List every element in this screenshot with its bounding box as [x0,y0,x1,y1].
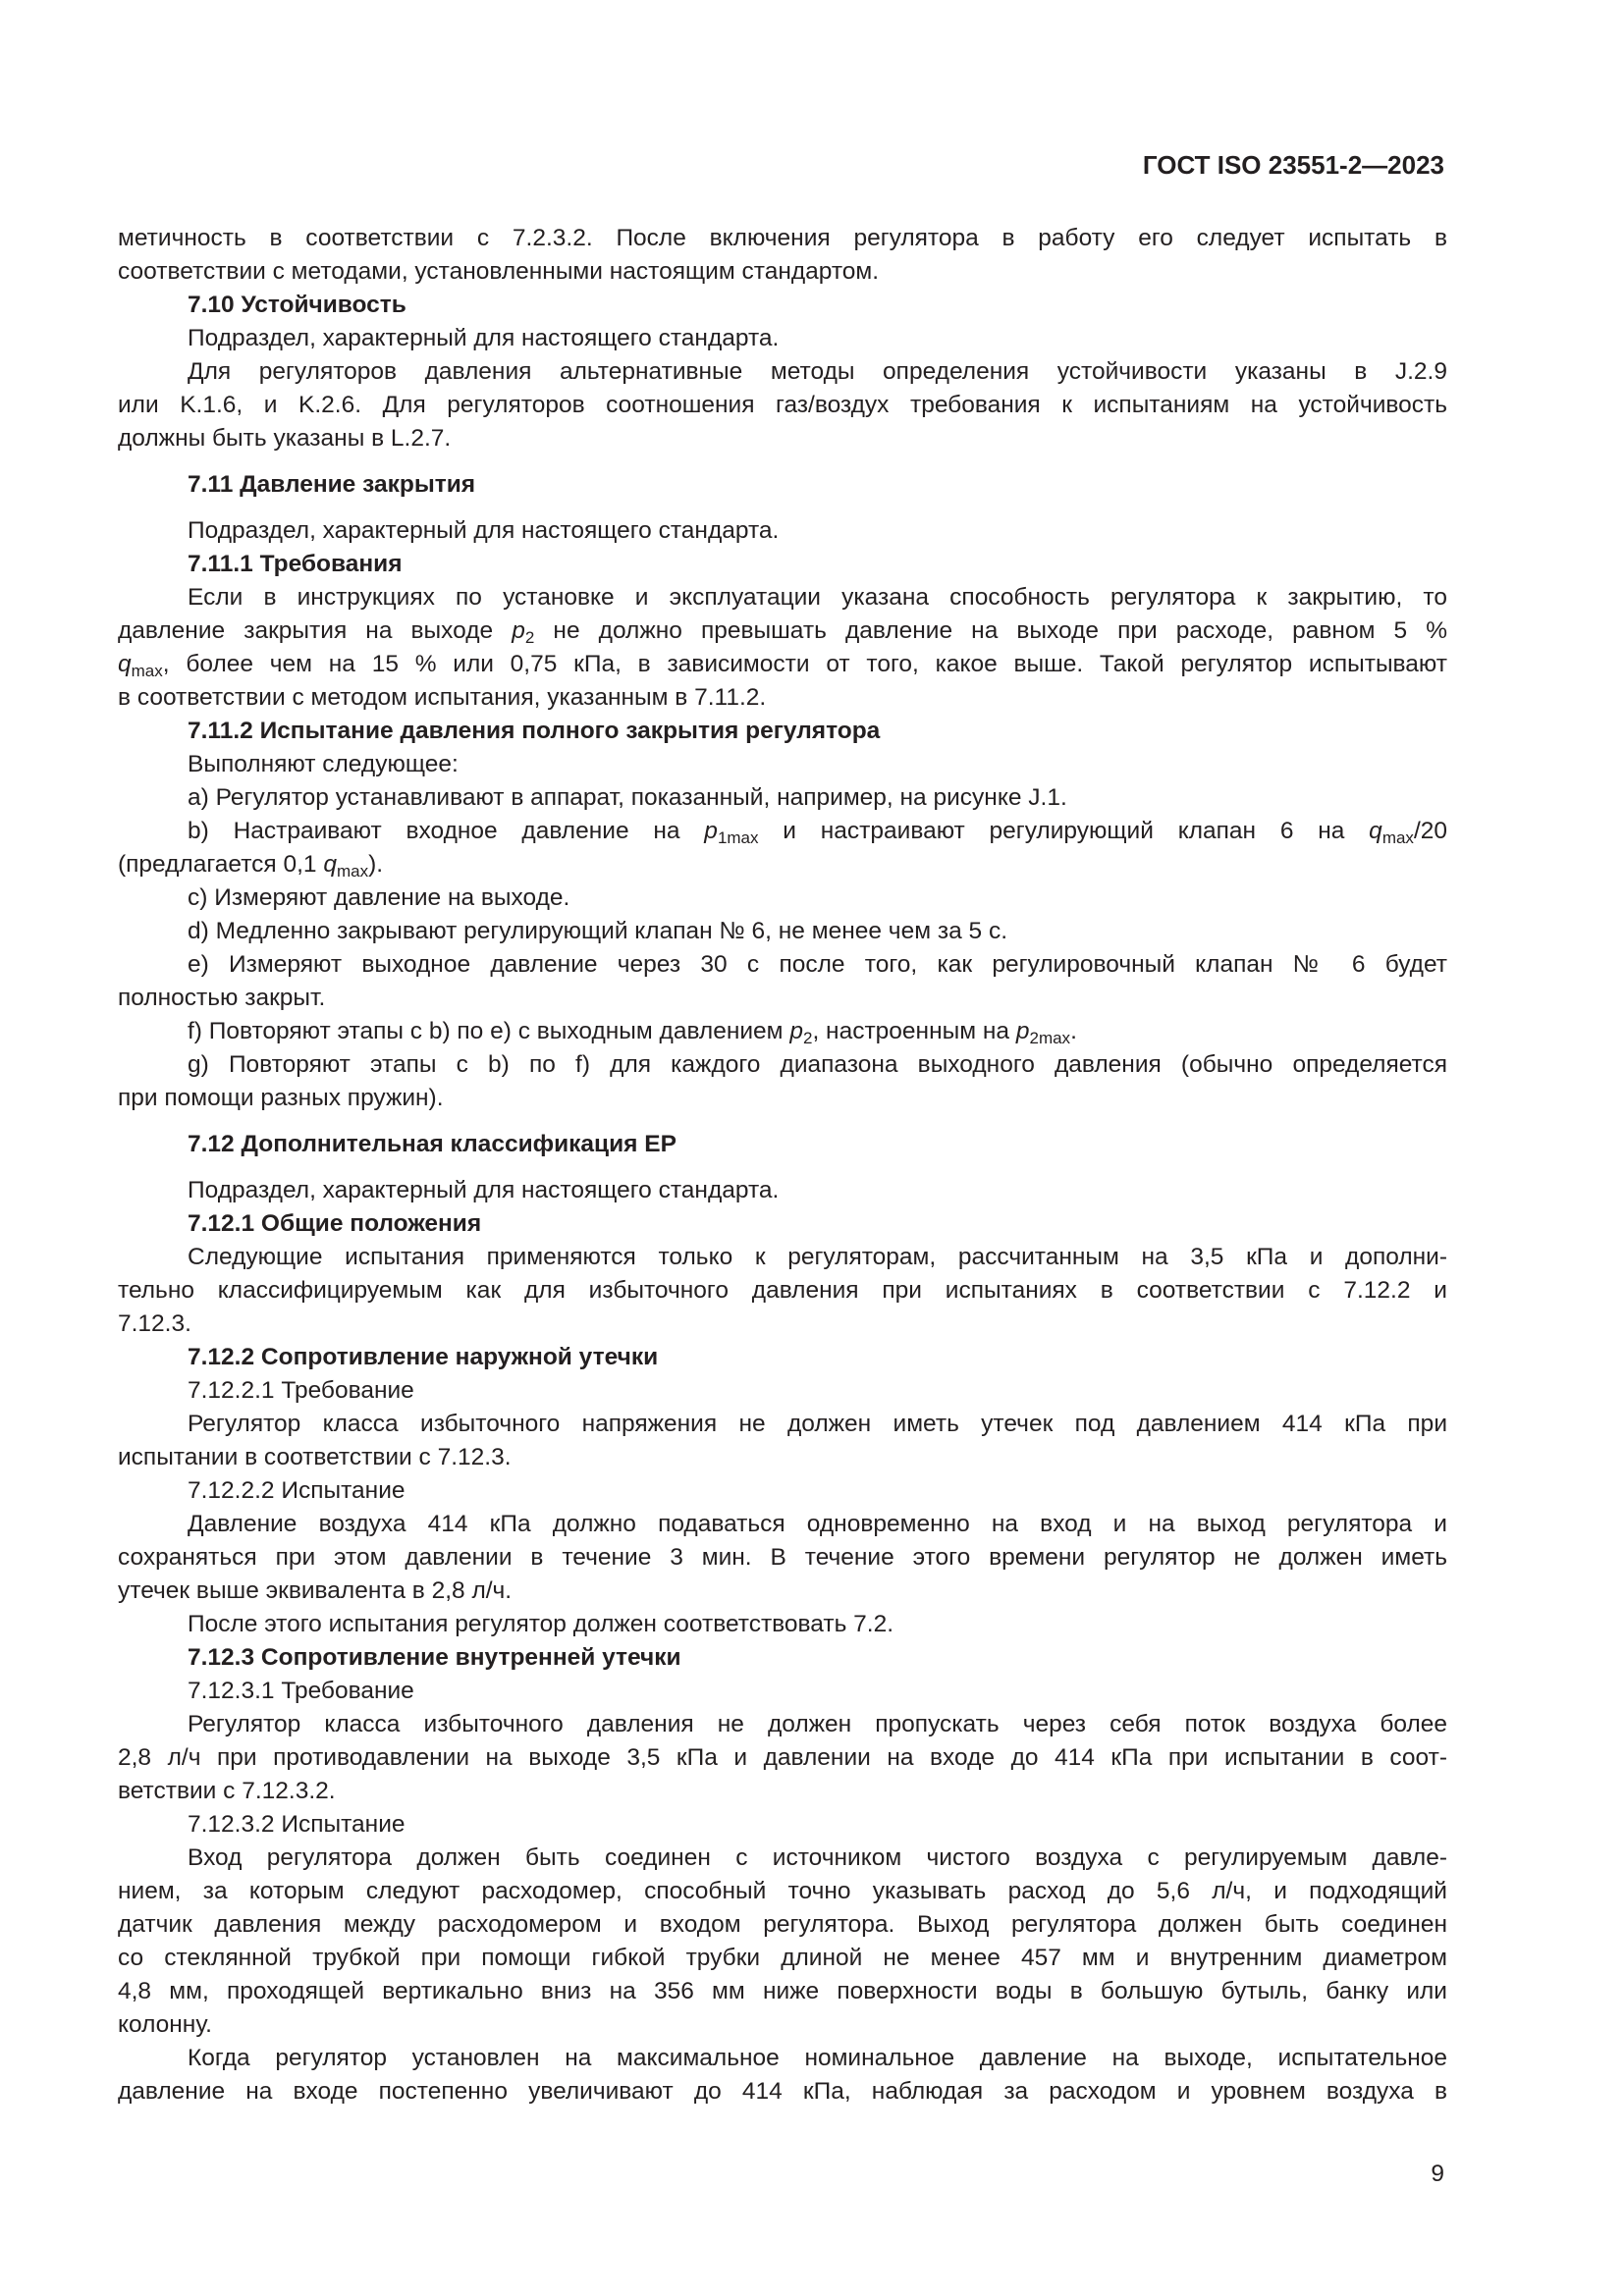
document-header: ГОСТ ISO 23551-2—2023 [1142,150,1444,180]
heading-7-12-3: 7.12.3 Сопротивление внутренней утечки [188,1644,681,1671]
paragraph-line: (предлагается 0,1 $q_{max}$). [118,851,384,881]
paragraph-line: 2,8 л/ч при противодавлении на выходе 3,5 кПа и давлении на входе до 414 кПа при испытании в соот- [118,1744,1447,1771]
paragraph-line: Когда регулятор установлен на максимальное номинальное давление на выходе, испытательное [188,2045,1447,2071]
paragraph-line: полностью закрыт. [118,985,326,1011]
paragraph-line: или K.1.6, и K.2.6. Для регуляторов соотношения газ/воздух требования к испытаниям на устойчивость [118,392,1447,418]
paragraph-line: Если в инструкциях по установке и эксплуатации указана способность регулятора к закрытию, то [188,584,1447,611]
paragraph-line: утечек выше эквивалента в 2,8 л/ч. [118,1577,513,1604]
paragraph-line: Подраздел, характерный для настоящего стандарта. [188,325,780,351]
paragraph-line: давление на входе постепенно увеличивают до 414 кПа, наблюдая за расходом и уровнем воздуха в [118,2078,1447,2105]
list-item: b) Настраивают входное давление на $p_{1max}$ и настраивают регулирующий клапан 6 на $q_{max}/20$ [188,818,1447,847]
paragraph-line: Давление воздуха 414 кПа должно подаваться одновременно на вход и на выход регулятора и [188,1511,1447,1537]
paragraph-line: нием, за которым следуют расходомер, способный точно указывать расход до 5,6 л/ч, и подходящий [118,1878,1447,1904]
heading-7-12: 7.12 Дополнительная классификация EP [188,1131,677,1157]
heading-7-11-1: 7.11.1 Требования [188,551,403,577]
list-item: g) Повторяют этапы с b) по f) для каждого диапазона выходного давления (обычно определяется [188,1051,1447,1078]
paragraph-line: при помощи разных пружин). [118,1085,444,1111]
paragraph-line: в соответствии с методом испытания, указанным в 7.11.2. [118,684,767,711]
paragraph-line: метичность в соответствии с 7.2.3.2. После включения регулятора в работу его следует испытать в [118,225,1447,251]
paragraph-line: Подраздел, характерный для настоящего стандарта. [188,1177,780,1203]
list-item: d) Медленно закрывают регулирующий клапан № 6, не менее чем за 5 с. [188,918,1007,944]
heading-7-11-2: 7.11.2 Испытание давления полного закрытия регулятора [188,718,881,744]
subheading-7-12-3-1: 7.12.3.1 Требование [188,1678,414,1704]
paragraph-line: тельно классифицируемым как для избыточного давления при испытаниях в соответствии с 7.12.2 и [118,1277,1447,1304]
paragraph-line: Подраздел, характерный для настоящего стандарта. [188,517,780,544]
list-item: a) Регулятор устанавливают в аппарат, показанный, например, на рисунке J.1. [188,784,1067,811]
heading-7-12-2: 7.12.2 Сопротивление наружной утечки [188,1344,659,1370]
paragraph-line: датчик давления между расходомером и входом регулятора. Выход регулятора должен быть соединен [118,1911,1447,1938]
paragraph-line: колонну. [118,2011,212,2038]
subheading-7-12-2-1: 7.12.2.1 Требование [188,1377,414,1404]
paragraph-line: ветствии с 7.12.3.2. [118,1778,336,1804]
paragraph-line: Выполняют следующее: [188,751,459,777]
document-body [118,222,1447,2109]
paragraph-line: должны быть указаны в L.2.7. [118,425,452,452]
paragraph-line: После этого испытания регулятор должен соответствовать 7.2. [188,1611,894,1637]
paragraph-line: Регулятор класса избыточного давления не должен пропускать через себя поток воздуха более [188,1711,1447,1737]
heading-7-12-1: 7.12.1 Общие положения [188,1210,482,1237]
subheading-7-12-3-2: 7.12.3.2 Испытание [188,1811,406,1838]
paragraph-line: Регулятор класса избыточного напряжения не должен иметь утечек под давлением 414 кПа при [188,1411,1447,1437]
heading-7-11: 7.11 Давление закрытия [188,471,476,498]
page-number: 9 [1431,2161,1444,2187]
paragraph-line: 4,8 мм, проходящей вертикально вниз на 356 мм ниже поверхности воды в большую бутыль, банку или [118,1978,1447,2004]
list-item: c) Измеряют давление на выходе. [188,884,570,911]
list-item: e) Измеряют выходное давление через 30 с после того, как регулировочный клапан № 6 будет [188,951,1447,978]
paragraph-line: давление закрытия на выходе $p_2$ не должно превышать давление на выходе при расходе, равном 5 % [118,617,1447,647]
paragraph-line: Следующие испытания применяются только к регуляторам, рассчитанным на 3,5 кПа и дополни- [188,1244,1447,1270]
heading-7-10: 7.10 Устойчивость [188,292,406,318]
paragraph-line: 7.12.3. [118,1310,191,1337]
paragraph-line: соответствии с методами, установленными настоящим стандартом. [118,258,880,285]
paragraph-line: Для регуляторов давления альтернативные методы определения устойчивости указаны в J.2.9 [188,358,1447,385]
paragraph-line: сохраняться при этом давлении в течение 3 мин. В течение этого времени регулятор не должен иметь [118,1544,1447,1571]
paragraph-line: Вход регулятора должен быть соединен с источником чистого воздуха с регулируемым давле- [188,1844,1447,1871]
subheading-7-12-2-2: 7.12.2.2 Испытание [188,1477,406,1504]
paragraph-line: $q_{max}$, более чем на 15 % или 0,75 кПа, в зависимости от того, какое выше. Такой регулятор испытывают [118,651,1447,680]
paragraph-line: со стеклянной трубкой при помощи гибкой трубки длиной не менее 457 мм и внутренним диаметром [118,1945,1447,1971]
list-item: f) Повторяют этапы с b) по e) с выходным давлением $p_2$, настроенным на $p_{2max}$. [188,1018,1077,1047]
paragraph-line: испытании в соответствии с 7.12.3. [118,1444,512,1470]
